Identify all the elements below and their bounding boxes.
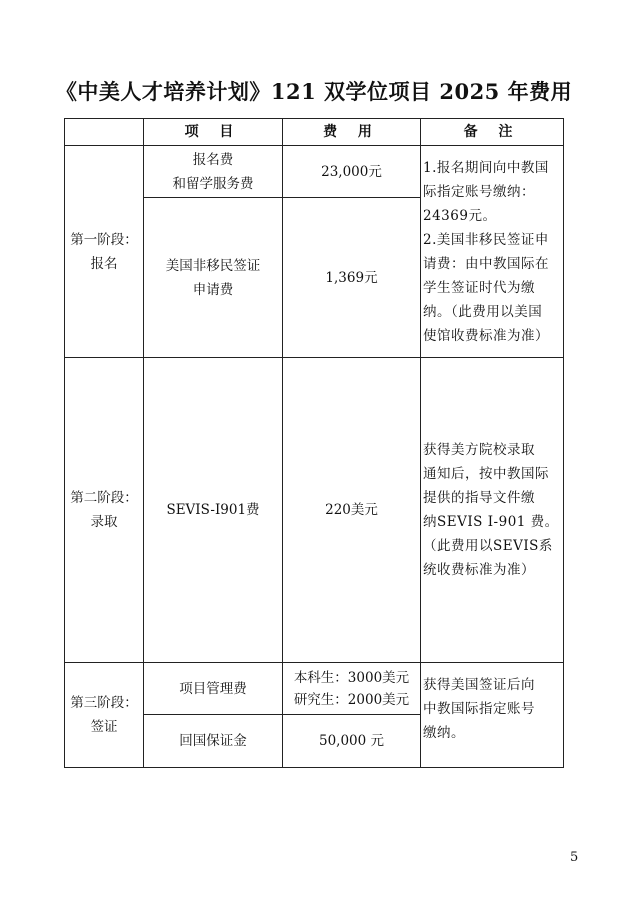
- stage3-fee-2: 50,000 元: [282, 714, 421, 768]
- remark-line: 统收费标准为准）: [423, 562, 535, 578]
- stage2-remark: [420, 357, 564, 663]
- remark-line: 际指定账号缴纳：: [423, 183, 535, 200]
- stage1-item-1: [143, 145, 283, 198]
- stage3-remark: [420, 662, 564, 768]
- stage3-item-2: 回国保证金: [143, 714, 283, 768]
- stage3-item-1: 项目管理费: [143, 662, 283, 715]
- stage3-label-line: 签证: [90, 719, 118, 735]
- remark-line: 通知后，按中教国际: [423, 466, 549, 482]
- remark-line: 获得美方院校录取: [423, 442, 535, 458]
- header-remark: 备 注: [420, 118, 564, 146]
- remark-line: 纳SEVIS I-901 费。: [423, 514, 559, 530]
- stage3-fee-1: [282, 662, 421, 715]
- stage1-fee-1: 23,000元: [282, 145, 421, 198]
- remark-line: 24369元。: [423, 207, 497, 224]
- stage2-label-line: 录取: [90, 514, 118, 530]
- item-line: 和留学服务费: [172, 175, 254, 192]
- header-blank: [64, 118, 144, 146]
- stage2-label-line: 第二阶段：: [70, 490, 138, 506]
- remark-line: 学生签证时代为缴: [423, 279, 535, 296]
- stage1-fee-2: 1,369元: [282, 197, 421, 358]
- fee-line: 研究生：2000美元: [293, 691, 410, 708]
- remark-line: 缴纳。: [423, 725, 465, 741]
- stage2-fee: 220美元: [282, 357, 421, 663]
- stage2-item: SEVIS-I901费: [143, 357, 283, 663]
- remark-line: 请费：由中教国际在: [423, 255, 549, 272]
- remark-line: 中教国际指定账号: [423, 701, 535, 717]
- stage3-label-line: 第三阶段：: [70, 695, 138, 711]
- stage3-label: [64, 662, 144, 768]
- remark-line: 提供的指导文件缴: [423, 490, 535, 506]
- stage2-label: [64, 357, 144, 663]
- fee-line: 本科生：3000美元: [293, 669, 410, 686]
- document-title: 《中美人才培养计划》121 双学位项目 2025 年费用: [55, 79, 573, 104]
- header-item: 项 目: [143, 118, 283, 146]
- page-number: 5: [570, 850, 579, 865]
- remark-line: 2.美国非移民签证申: [423, 231, 549, 248]
- header-fee: 费 用: [282, 118, 421, 146]
- stage1-label-text: 第一阶段：报名: [70, 231, 138, 272]
- item-line: 美国非移民签证: [165, 257, 261, 274]
- remark-line: 使馆收费标准为准）: [423, 327, 549, 344]
- remark-line: 1.报名期间向中教国: [423, 159, 549, 176]
- stage1-remark: [420, 145, 564, 358]
- remark-line: 获得美国签证后向: [423, 677, 535, 693]
- item-line: 报名费: [192, 151, 234, 168]
- remark-line: 纳。（此费用以美国: [423, 303, 543, 320]
- item-line: 申请费: [192, 281, 234, 298]
- remark-line: （此费用以SEVIS系: [423, 538, 553, 554]
- stage1-label: [64, 145, 144, 358]
- stage1-item-2: [143, 197, 283, 358]
